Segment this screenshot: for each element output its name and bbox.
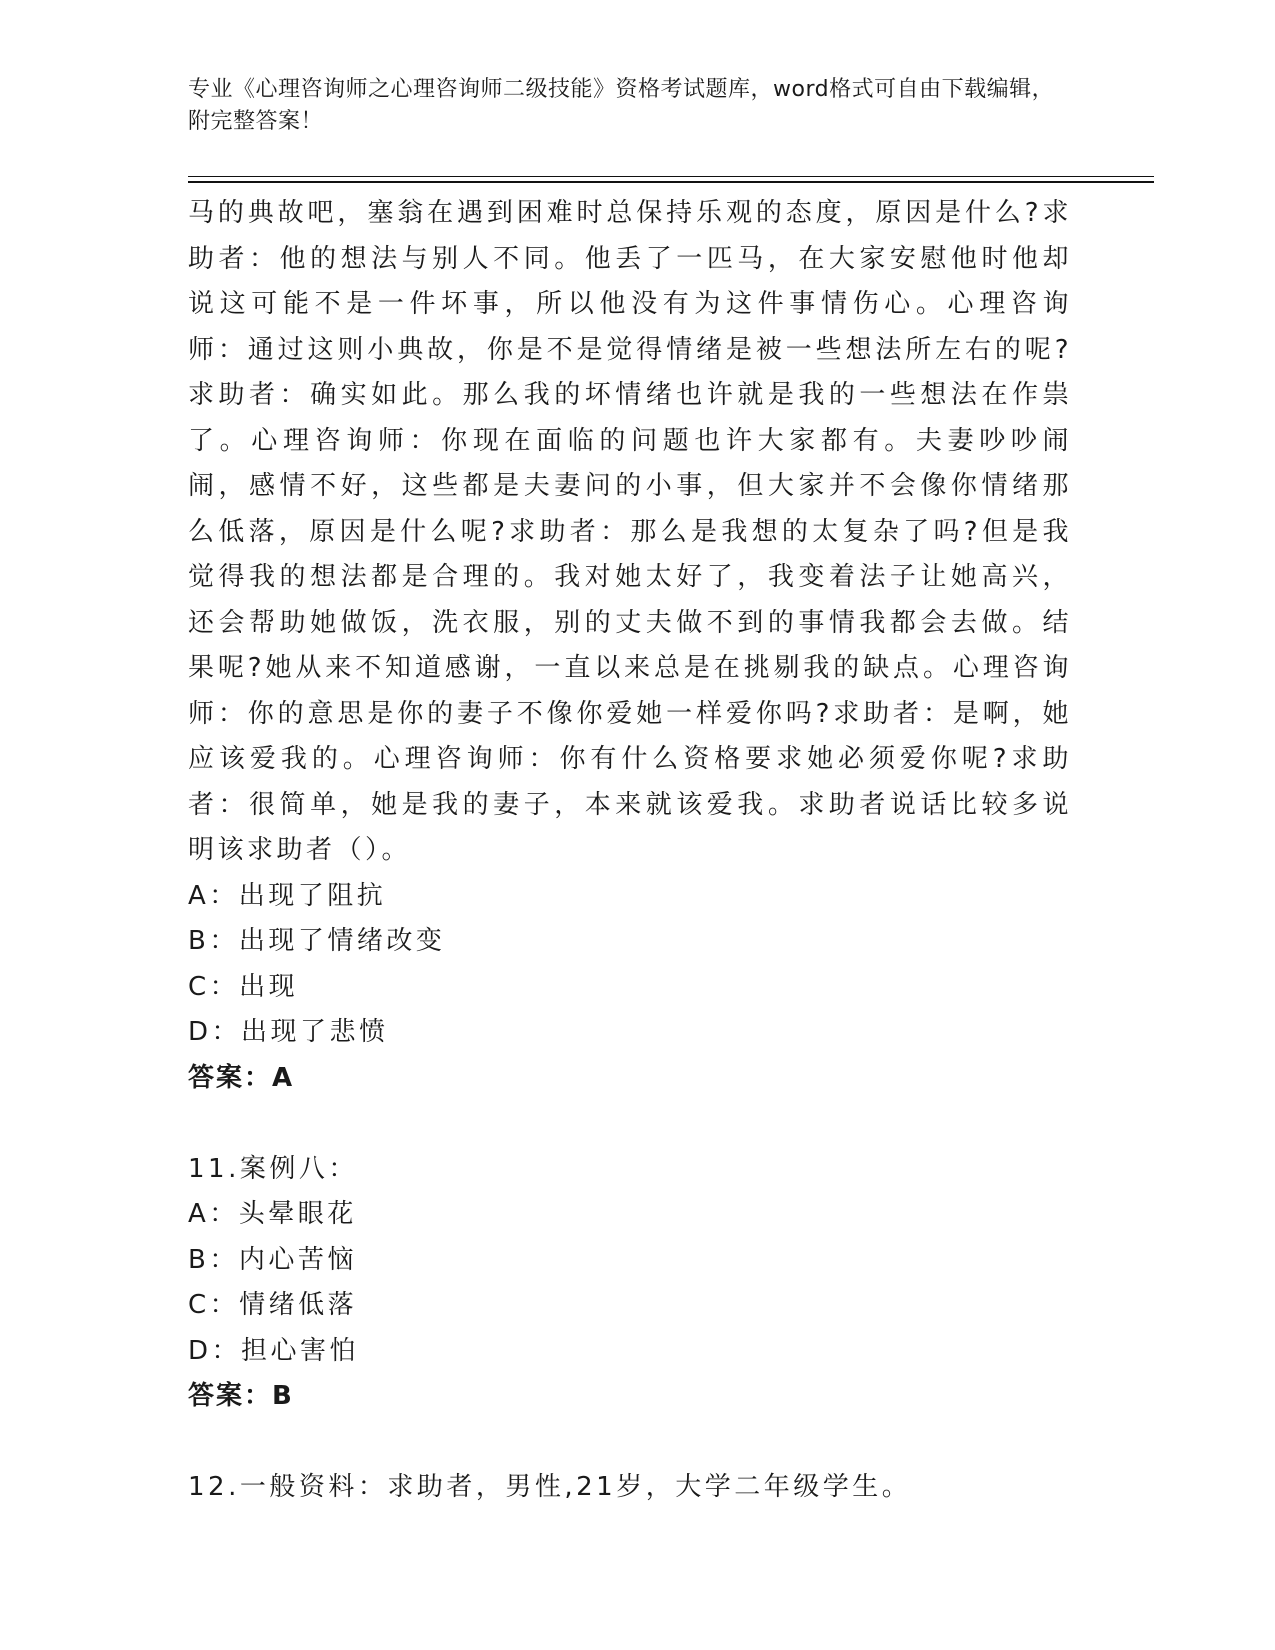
header-divider-thick	[188, 181, 1154, 183]
question-10-passage: 马的典故吧，塞翁在遇到困难时总保持乐观的态度，原因是什么?求助者：他的想法与别人不同。他丢了一匹马，在大家安慰他时他却说这可能不是一件坏事，所以他没有为这件事情伤心。心理咨询师：通过这则小典故，你是不是觉得情绪是被一些想法所左右的呢?求助者：确实如此。那么我的坏情绪也许就是我的一些想法在作祟了。心理咨询师：你现在面临的问题也许大家都有。夫妻吵吵闹闹，感情不好，这些都是夫妻问的小事，但大家并不会像你情绪那么低落，原因是什么呢?求助者：那么是我想的太复杂了吗?但是我觉得我的想法都是合理的。我对她太好了，我变着法子让她高兴，还会帮助她做饭，洗衣服，别的丈夫做不到的事情我都会去做。结果呢?她从来不知道感谢，一直以来总是在挑剔我的缺点。心理咨询师：你的意思是你的妻子不像你爱她一样爱你吗?求助者：是啊，她应该爱我的。心理咨询师：你有什么资格要求她必须爱你呢?求助者：很简单，她是我的妻子，本来就该爱我。求助者说话比较多说明该求助者（）。	[188, 198, 1072, 865]
header-text: 专业《心理咨询师之心理咨询师二级技能》资格考试题库，word格式可自由下载编辑，附完整答案！	[188, 77, 1055, 134]
question-12-title: 12.一般资料：求助者，男性,21岁，大学二年级学生。	[188, 1472, 912, 1502]
document-header	[188, 74, 1068, 138]
document-body	[188, 191, 1072, 1511]
question-10-answer: 答案：A	[188, 1062, 295, 1093]
question-11-answer: 答案：B	[188, 1381, 294, 1411]
spacer	[188, 1101, 1072, 1147]
header-divider-thin	[188, 176, 1154, 177]
question-10-option-c: C：出现	[188, 971, 299, 1002]
question-10-option-a: A：出现了阻抗	[188, 880, 387, 911]
question-10-option-d: D：出现了悲愤	[188, 1017, 389, 1047]
question-11-option-b: B：内心苦恼	[188, 1244, 357, 1275]
question-11-option-c: C：情绪低落	[188, 1290, 358, 1320]
question-10-option-b: B：出现了情绪改变	[188, 926, 446, 956]
question-11-option-d: D：担心害怕	[188, 1335, 360, 1366]
question-11-option-a: A：头晕眼花	[188, 1199, 357, 1229]
spacer	[188, 1420, 1072, 1466]
question-11-title: 11.案例八：	[188, 1153, 358, 1184]
